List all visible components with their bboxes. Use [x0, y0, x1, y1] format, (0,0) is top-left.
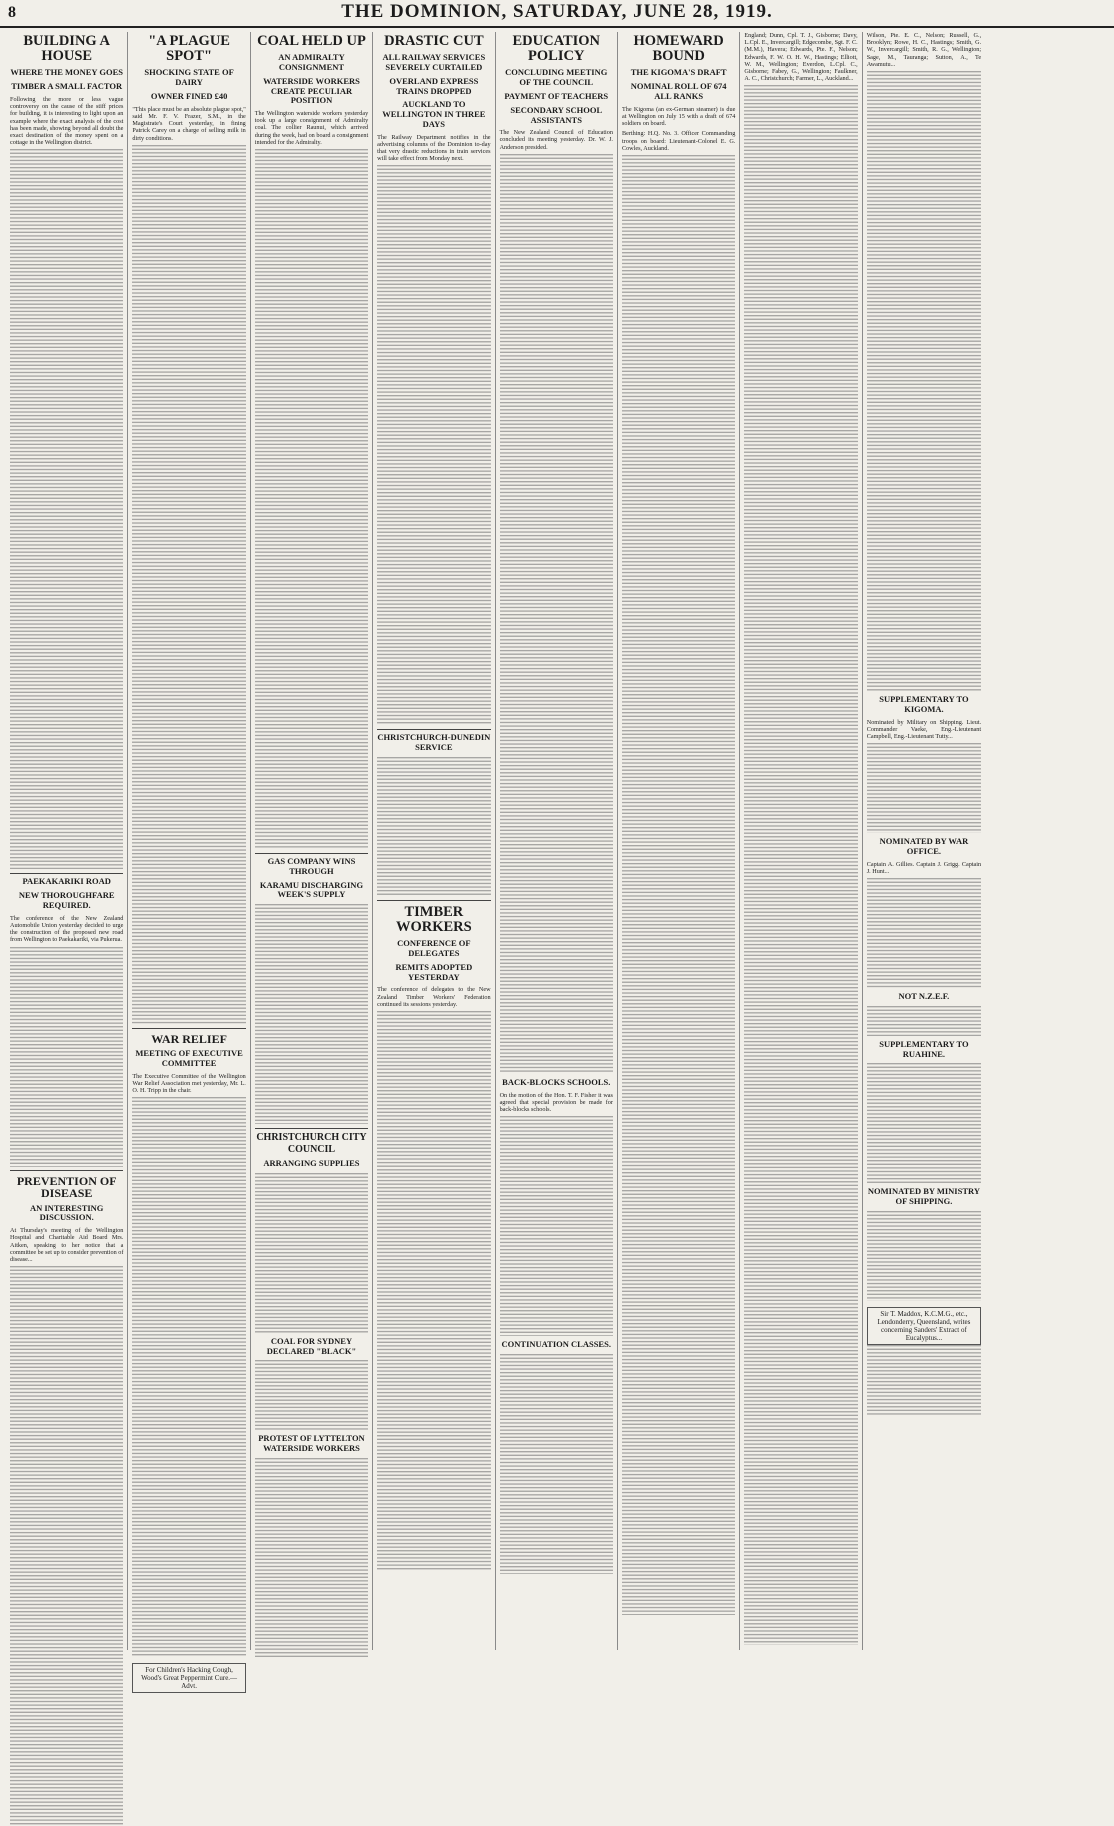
nominal-roll-lines — [867, 71, 981, 691]
article-body-lines — [255, 1173, 368, 1333]
article-body: Following the more or less vague controversy on the cause of the stiff prices for building, it is interesting to light upon an example where the exact analysis of the cost has been made, showing beyond all doubt the exact destination of the money spent on a cottage in the Wellington district. — [10, 95, 124, 147]
nominal-roll-lines — [867, 878, 981, 988]
subhead: ALL RAILWAY SERVICES SEVERELY CURTAILED — [382, 52, 486, 72]
advertisement: For Children's Hacking Cough, Wood's Great Peppermint Cure.—Advt. — [132, 1663, 245, 1693]
article-body: On the motion of the Hon. T. F. Fisher it was agreed that special provision be made for back-blocks schools. — [499, 1091, 613, 1114]
subhead: BACK-BLOCKS SCHOOLS. — [502, 1076, 611, 1087]
subhead: SUPPLEMENTARY TO RUAHINE. — [879, 1038, 969, 1059]
nominal-roll-lines — [867, 1006, 981, 1036]
columns — [6, 32, 1108, 1691]
article-body-lines — [500, 1116, 613, 1336]
article-body-lines — [500, 154, 613, 1074]
subhead: AN INTERESTING DISCUSSION. — [29, 1202, 104, 1223]
article-body-lines — [255, 1458, 368, 1658]
subhead: SECONDARY SCHOOL ASSISTANTS — [510, 104, 603, 125]
subhead: KARAMU DISCHARGING WEEK'S SUPPLY — [259, 879, 364, 900]
article-body-lines — [132, 145, 245, 1025]
column-2 — [128, 32, 250, 1691]
article-body-lines — [10, 1266, 123, 1826]
article-body-lines — [377, 757, 490, 897]
subhead: CONTINUATION CLASSES. — [501, 1339, 611, 1350]
article-body-lines — [10, 947, 123, 1167]
subhead: CHRISTCHURCH CITY COUNCIL — [255, 1128, 368, 1155]
article-body-lines — [10, 149, 123, 869]
subhead: SHOCKING STATE OF DAIRY — [144, 67, 234, 88]
subhead: CHRISTCHURCH-DUNEDIN SERVICE — [377, 729, 490, 753]
advertisement: Sir T. Maddox, K.C.M.G., etc., Lendonderry, Queensland, writes concerning Sanders' Extract of Eucalyptus... — [867, 1307, 981, 1345]
nominal-roll-lines — [867, 1063, 981, 1183]
article-body: At Thursday's meeting of the Wellington Hospital and Charitable Aid Board Mrs. Aitken, speaking to her notice that a committee be set up to consider prevention of disease... — [10, 1227, 124, 1264]
headline-a-plague-spot: "A PLAGUE SPOT" — [148, 33, 230, 65]
subhead: TIMBER A SMALL FACTOR — [11, 81, 123, 92]
subhead: NOMINATED BY MINISTRY OF SHIPPING. — [867, 1186, 980, 1207]
column-6 — [618, 32, 740, 1650]
headline-building-a-house: BUILDING A HOUSE — [23, 33, 110, 65]
column-1 — [6, 32, 128, 1650]
article-body-lines — [377, 1011, 490, 1571]
subhead: GAS COMPANY WINS THROUGH — [255, 853, 368, 877]
headline-coal-held-up: COAL HELD UP — [257, 33, 366, 49]
article-body: Captain A. Gillies. Captain J. Grigg. Captain J. Hunt... — [866, 860, 982, 875]
article-body-lines — [500, 1354, 613, 1574]
article-body: Nominated by Military on Shipping. Lieut. Commander Vaeke, Eng.-Lieutenant Campbell, Eng.-Lieutenant Tutty... — [866, 718, 982, 740]
subhead: NOMINAL ROLL OF 674 ALL RANKS — [630, 81, 727, 101]
subhead: NOT N.Z.E.F. — [898, 991, 950, 1002]
subhead: AUCKLAND TO WELLINGTON IN THREE DAYS — [382, 99, 486, 129]
nominal-roll-lines — [867, 1211, 981, 1301]
subhead: COAL FOR SYDNEY DECLARED "BLACK" — [266, 1335, 357, 1356]
subhead: CONFERENCE OF DELEGATES — [397, 938, 471, 959]
subhead: WHERE THE MONEY GOES — [10, 67, 124, 78]
headline-war-relief: WAR RELIEF — [132, 1028, 245, 1046]
nominal-roll-lines — [744, 85, 857, 1645]
article-body-lines — [255, 149, 368, 849]
subhead: SUPPLEMENTARY TO KIGOMA. — [879, 694, 969, 714]
subhead: NEW THOROUGHFARE REQUIRED. — [18, 890, 115, 910]
headline-homeward-bound: HOMEWARD BOUND — [633, 33, 724, 65]
headline-timber-workers: TIMBER WORKERS — [377, 900, 490, 935]
subhead: OVERLAND EXPRESS TRAINS DROPPED — [389, 75, 479, 96]
article-body-lines — [132, 1097, 245, 1657]
article-body-lines — [255, 1360, 368, 1430]
advertisement-lines — [867, 1345, 981, 1415]
masthead — [0, 0, 1114, 28]
subhead: AN ADMIRALTY CONSIGNMENT — [278, 52, 345, 72]
nominal-roll-text: England; Dunn, Cpl. T. J., Gisborne; Davy, L.Cpl. E., Invercargill; Edgecombe, Sgt. F. C. (M.M.), Havera; Edwards, Pte. F., Nelson; Edwards, F. W. O. H. W., Hastings; Elliott, W. M., Wellington; Everdon, L.Cpl. C., Gisborne; Fabey, G., Wellington; Faulkner, A. C., Christchurch; Farmer, L., Auckland... — [744, 32, 858, 83]
article-body: The Executive Committee of the Wellington War Relief Association met yesterday, Mr. L. O. H. Tripp in the chair. — [132, 1072, 246, 1095]
subhead: OWNER FINED £40 — [150, 90, 228, 101]
subhead: PAYMENT OF TEACHERS — [504, 90, 609, 101]
article-body-lines — [255, 904, 368, 1124]
article-body: Berthing: H.Q. No. 3. Officer Commanding troops on board: Lieutenant-Colonel E. G. Cowles, Auckland. — [621, 130, 736, 152]
subhead: ARRANGING SUPPLIES — [263, 1158, 360, 1169]
column-5 — [496, 32, 618, 1650]
article-body: The Wellington waterside workers yesterday took up a large consignment of Admiralty coal. The collier Raunui, which arrived during the week, had on board a consignment intended for the Admiralty. — [254, 110, 369, 146]
nominal-roll-lines — [622, 155, 735, 1615]
headline-prevention-of-disease: PREVENTION OF DISEASE — [10, 1170, 123, 1200]
subhead: MEETING OF EXECUTIVE COMMITTEE — [135, 1048, 243, 1069]
page-number: 8 — [8, 4, 16, 21]
article-body: The Kigoma (an ex-German steamer) is due at Wellington on July 15 with a draft of 674 soldiers on board. — [621, 105, 736, 128]
article-body: The conference of the New Zealand Automobile Union yesterday decided to urge the construction of the proposed new road from Wellington to Paekakariki, via Pukerua. — [10, 914, 124, 944]
nominal-roll-text: Wilson, Pte. E. C., Nelson; Russell, G., Brooklyn; Rowe, H. C., Hastings; Smith, G. W., Invercargill; Smith, R. G., Wellington; Sage, M., Tauranga; Sutton, A., Te Awamutu... — [866, 32, 982, 68]
subhead: PROTEST OF LYTTELTON WATERSIDE WORKERS — [258, 1433, 365, 1454]
column-4 — [373, 32, 495, 1650]
headline-drastic-cut: DRASTIC CUT — [384, 33, 484, 49]
article-body: "This place must be an absolute plague spot," said Mr. F. V. Frazer, S.M., in the Magistrate's Court yesterday, in fining Patrick Carey on a charge of selling milk in dirty conditions. — [132, 105, 246, 142]
subhead: THE KIGOMA'S DRAFT — [630, 67, 727, 78]
column-8 — [863, 32, 985, 1650]
column-3 — [251, 32, 373, 1650]
subhead: PAEKAKARIKI ROAD — [10, 873, 123, 887]
article-body: The Railway Department notifies in the advertising columns of the Dominion to-day that very drastic reductions in train services will take effect from Monday next. — [377, 133, 491, 163]
subhead: NOMINATED BY WAR OFFICE. — [879, 836, 969, 856]
headline-education-policy: EDUCATION POLICY — [512, 33, 601, 65]
subhead: CONCLUDING MEETING OF THE COUNCIL — [505, 67, 608, 88]
article-body: The New Zealand Council of Education concluded its meeting yesterday. Dr. W. J. Anderson presided. — [499, 129, 613, 151]
article-body: The conference of delegates to the New Zealand Timber Workers' Federation continued its sessions yesterday. — [377, 986, 491, 1008]
column-7 — [740, 32, 862, 1650]
subhead: WATERSIDE WORKERS CREATE PECULIAR POSITION — [263, 75, 360, 106]
nominal-roll-lines — [867, 743, 981, 833]
article-body-lines — [377, 165, 490, 725]
subhead: REMITS ADOPTED YESTERDAY — [395, 961, 473, 982]
newspaper-title: THE DOMINION, SATURDAY, JUNE 28, 1919. — [341, 1, 773, 22]
